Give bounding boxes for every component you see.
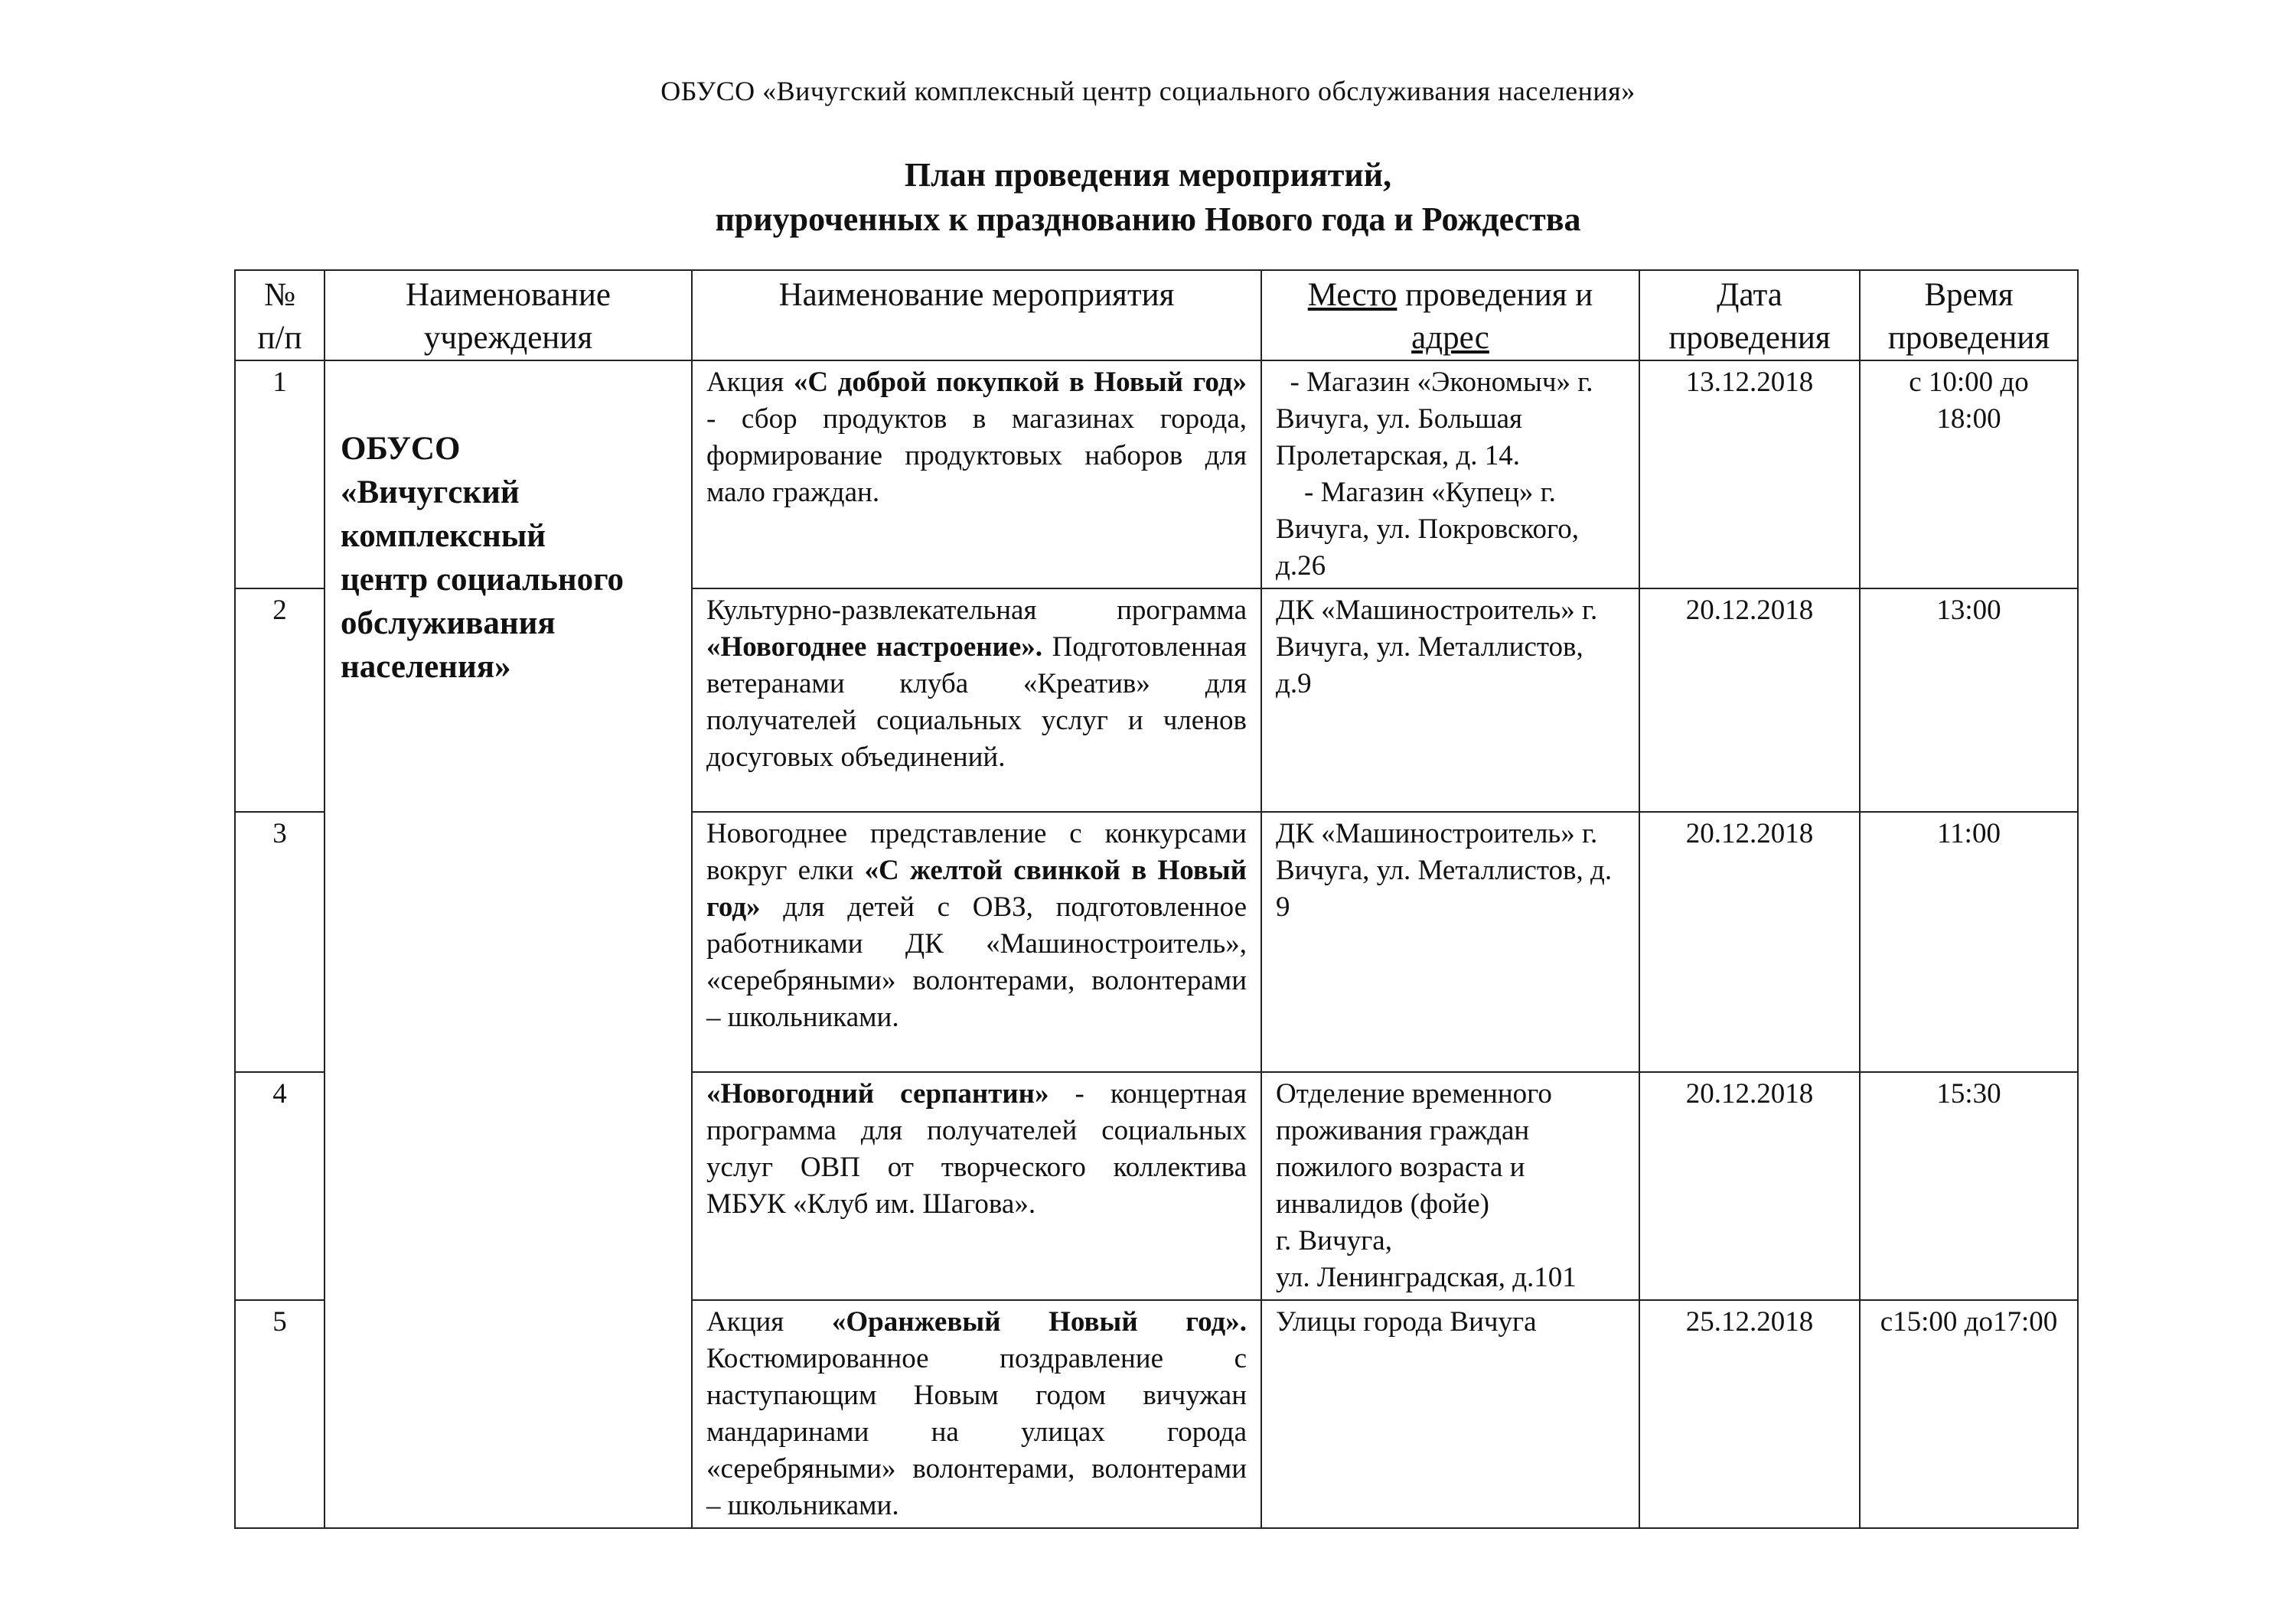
event-time: 13:00 [1860, 588, 2078, 812]
event-text: - концертная программа для получателей социальных услуг ОВП от творческого коллектива МБУК «Клуб им. Шагова». [706, 1078, 1247, 1220]
institution-line-5: обслуживания [341, 605, 556, 641]
institution-line-1: ОБУСО [341, 431, 461, 467]
header-time-line-1: Время [1924, 277, 2014, 313]
place-line: ДК «Машиностроитель» г. Вичуга, ул. Металлистов, д.9 [1276, 595, 1598, 699]
event-date: 20.12.2018 [1639, 812, 1860, 1072]
event-time: с15:00 до17:00 [1860, 1300, 2078, 1528]
title-line-2: приуроченных к празднованию Нового года и Рождества [715, 200, 1581, 238]
header-institution-line-1: Наименование [406, 277, 611, 313]
place-line: - Магазин «Экономыч» г. Вичуга, ул. Большая Пролетарская, д. 14. [1276, 367, 1600, 471]
event-text: Акция [706, 1306, 832, 1338]
header-institution [325, 270, 692, 360]
place-line: ул. Ленинградская, д.101 [1276, 1262, 1577, 1293]
row-num: 3 [235, 812, 325, 1072]
header-num-line-1: № [263, 277, 296, 313]
event-date: 25.12.2018 [1639, 1300, 1860, 1528]
event-text: Подготовленная ветеранами клуба «Креатив» для получателей социальных услуг и членов досуговых объединений. [706, 631, 1254, 773]
row-num: 5 [235, 1300, 325, 1528]
event-time: с 10:00 до 18:00 [1860, 360, 2078, 588]
event-place [1261, 360, 1639, 588]
header-place-rest: проведения и [1397, 277, 1593, 313]
header-time-line-2: проведения [1887, 320, 2050, 356]
event-text: Акция [706, 367, 794, 398]
header-place [1261, 270, 1639, 360]
events-table [234, 269, 2079, 1529]
header-institution-line-2: учреждения [423, 320, 593, 356]
event-text: Культурно-развлекательная программа [706, 595, 1247, 626]
institution-line-2: «Вичугский [341, 474, 520, 510]
row-num: 4 [235, 1072, 325, 1300]
header-event: Наименование мероприятия [692, 270, 1261, 360]
event-text: Костюмированное поздравление с наступающим Новым годом вичужан мандаринами на улицах города «серебряными» волонтерами, волонтерами – школьниками. [706, 1343, 1247, 1521]
place-line: ДК «Машиностроитель» г. Вичуга, ул. Металлистов, д. 9 [1276, 818, 1613, 923]
event-description [692, 360, 1261, 588]
event-description [692, 588, 1261, 812]
title-line-1: План проведения мероприятий, [904, 156, 1392, 194]
header-place-line-1 [1270, 274, 1631, 317]
event-date: 20.12.2018 [1639, 588, 1860, 812]
table-row [235, 360, 2078, 588]
event-title: «Оранжевый Новый год». [831, 1306, 1247, 1338]
event-date: 13.12.2018 [1639, 360, 1860, 588]
place-line: - Магазин «Купец» г. Вичуга, ул. Покровского, д.26 [1276, 477, 1587, 582]
event-place [1261, 588, 1639, 812]
header-date-line-2: проведения [1668, 320, 1831, 356]
event-description [692, 1300, 1261, 1528]
event-time: 11:00 [1860, 812, 2078, 1072]
institution-line-3: комплексный [341, 518, 546, 554]
row-num: 2 [235, 588, 325, 812]
header-num-line-2: п/п [257, 320, 302, 356]
event-title: «Новогодний серпантин» [706, 1078, 1049, 1110]
header-time [1860, 270, 2078, 360]
event-title: «С доброй покупкой в Новый год» [793, 367, 1247, 398]
organization-header: ОБУСО «Вичугский комплексный центр социального обслуживания населения» [660, 76, 1636, 106]
event-description [692, 1072, 1261, 1300]
document-title [0, 153, 2296, 242]
event-time: 15:30 [1860, 1072, 2078, 1300]
event-text: - сбор продуктов в магазинах города, формирование продуктовых наборов для мало граждан. [706, 403, 1247, 508]
event-description [692, 812, 1261, 1072]
header-place-line-2 [1270, 317, 1631, 360]
institution-line-6: населения» [341, 649, 511, 685]
row-num: 1 [235, 360, 325, 588]
header-place-underlined: Место [1307, 277, 1397, 313]
event-text: для детей с ОВЗ, подготовленное работниками ДК «Машиностроитель», «серебряными» волонтерами, волонтерами – школьниками. [706, 891, 1247, 1033]
place-line: Улицы города Вичуга [1276, 1306, 1537, 1338]
event-title: «С желтой свинкой в Новый год» [706, 855, 1247, 923]
table-header-row [235, 270, 2078, 360]
event-place [1261, 1300, 1639, 1528]
place-line: г. Вичуга, [1276, 1225, 1392, 1256]
header-date-line-1: Дата [1717, 277, 1782, 313]
institution-name [325, 360, 692, 1528]
event-place [1261, 1072, 1639, 1300]
institution-line-4: центр социального [341, 562, 625, 598]
event-date: 20.12.2018 [1639, 1072, 1860, 1300]
event-place [1261, 812, 1639, 1072]
header-place-address: адрес [1411, 320, 1489, 356]
place-line: Отделение временного проживания граждан пожилого возраста и инвалидов (фойе) [1276, 1078, 1552, 1220]
event-text: Новогоднее представление с конкурсами вокруг елки [706, 818, 1247, 886]
header-num [235, 270, 325, 360]
event-title: «Новогоднее настроение». [706, 631, 1043, 663]
header-date [1639, 270, 1860, 360]
